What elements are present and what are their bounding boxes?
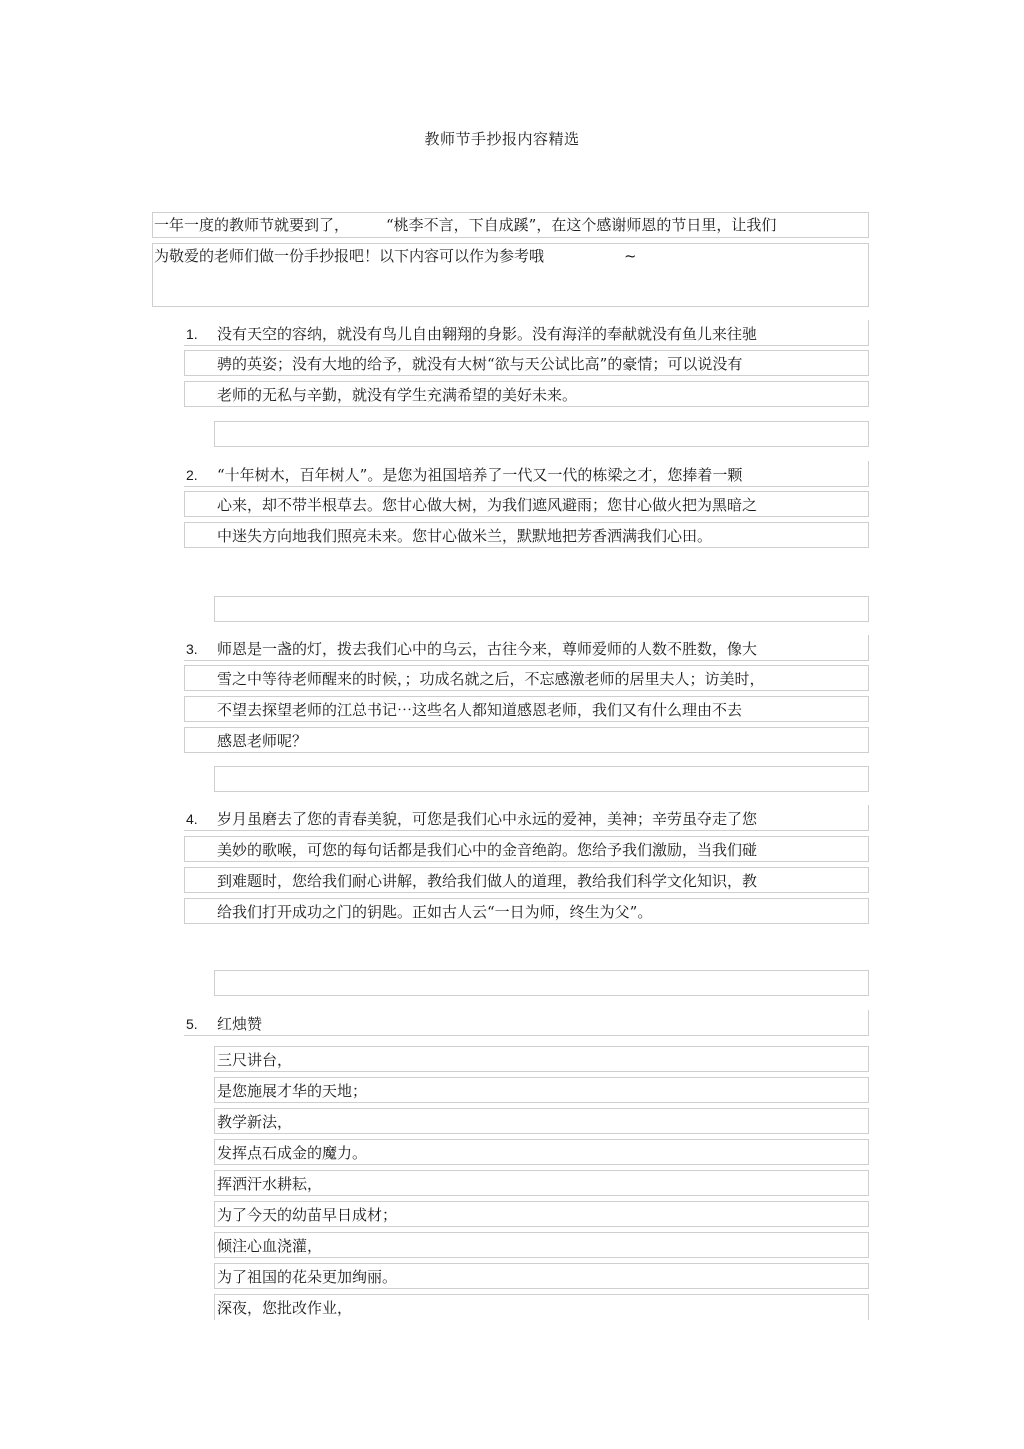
poem-row-3: [214, 1108, 869, 1134]
item-4-line-4: 给我们打开成功之门的钥匙。正如古人云“一日为师，终生为父”。: [217, 903, 653, 921]
item-3-line-2: 雪之中等待老师醒来的时候，；功成名就之后，不忘感激老师的居里夫人；访美时，: [217, 670, 765, 688]
intro-line-1a: 一年一度的教师节就要到了，: [154, 216, 350, 234]
intro-line-2: 为敬爱的老师们做一份手抄报吧！以下内容可以作为参考哦: [154, 247, 545, 265]
item-4-line-1: 岁月虽磨去了您的青春美貌，可您是我们心中永远的爱神，美神；辛劳虽夺走了您: [217, 810, 758, 828]
intro-line-1b: “桃李不言，下自成蹊”，在这个感谢师恩的节日里，让我们: [386, 216, 777, 234]
item-4-line-3: 到难题时，您给我们耐心讲解，教给我们做人的道理，教给我们科学文化知识，教: [217, 872, 758, 890]
poem-line-4: 发挥点石成金的魔力。: [217, 1144, 368, 1162]
item-5-heading: 红烛赞: [217, 1015, 263, 1033]
item-2-line-1: “十年树木，百年树人”。是您为祖国培养了一代又一代的栋梁之才，您捧着一颗: [217, 466, 743, 484]
item-1-number: 1.: [186, 326, 198, 342]
poem-line-1: 三尺讲台，: [217, 1051, 293, 1069]
item-3-line-4: 感恩老师呢？: [217, 732, 308, 750]
poem-line-7: 倾注心血浇灌，: [217, 1237, 323, 1255]
item-3-spacer: [214, 766, 869, 792]
item-3-line-3: 不望去探望老师的江总书记⋯这些名人都知道感恩老师，我们又有什么理由不去: [217, 701, 743, 719]
item-2-spacer: [214, 596, 869, 622]
poem-line-9: 深夜，您批改作业，: [217, 1299, 353, 1317]
poem-line-5: 挥洒汗水耕耘，: [217, 1175, 323, 1193]
item-1-line-3: 老师的无私与辛勤，就没有学生充满希望的美好未来。: [217, 386, 578, 404]
item-4-spacer: [214, 970, 869, 996]
intro-tilde: ~: [624, 247, 637, 265]
item-5-heading-row: [184, 1010, 869, 1036]
page-title: 教师节手抄报内容精选: [424, 130, 580, 148]
item-3-number: 3.: [186, 641, 198, 657]
item-3-line-1: 师恩是一盏的灯，拨去我们心中的乌云，古往今来，尊师爱师的人数不胜数，像大: [217, 640, 758, 658]
poem-line-6: 为了今天的幼苗早日成材；: [217, 1206, 398, 1224]
item-2-line-3: 中迷失方向地我们照亮未来。您甘心做米兰，默默地把芳香洒满我们心田。: [217, 527, 713, 545]
item-1-line-2: 骋的英姿；没有大地的给予，就没有大树“欲与天公试比高”的豪情；可以说没有: [217, 355, 743, 373]
poem-line-3: 教学新法，: [217, 1113, 293, 1131]
item-5-number: 5.: [186, 1016, 198, 1032]
item-1-line-1: 没有天空的容纳，就没有鸟儿自由翱翔的身影。没有海洋的奉献就没有鱼儿来往驰: [217, 325, 758, 343]
item-2-line-2: 心来，却不带半根草去。您甘心做大树，为我们遮风避雨；您甘心做火把为黑暗之: [217, 496, 758, 514]
item-1-spacer: [214, 421, 869, 447]
poem-line-8: 为了祖国的花朵更加绚丽。: [217, 1268, 398, 1286]
poem-row-1: [214, 1046, 869, 1072]
poem-line-2: 是您施展才华的天地；: [217, 1082, 368, 1100]
item-4-number: 4.: [186, 811, 198, 827]
item-2-number: 2.: [186, 467, 198, 483]
item-4-line-2: 美妙的歌喉，可您的每句话都是我们心中的金音绝韵。您给予我们激励，当我们碰: [217, 841, 758, 859]
